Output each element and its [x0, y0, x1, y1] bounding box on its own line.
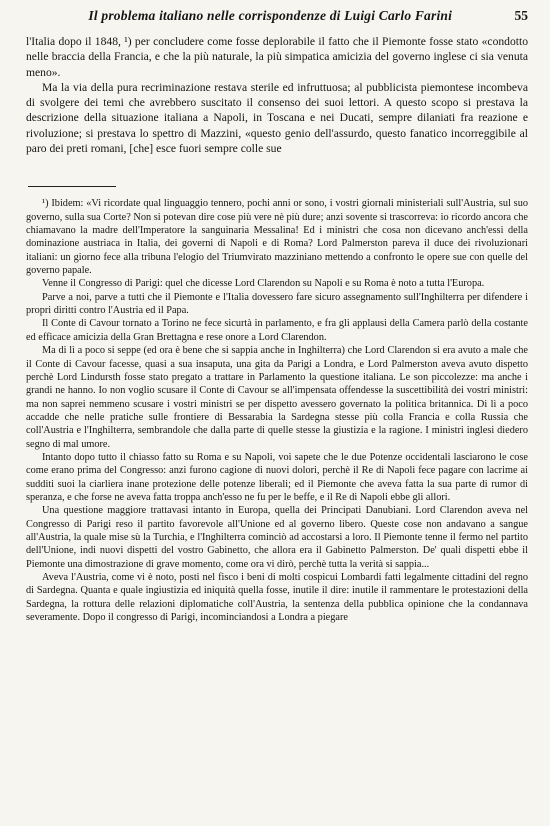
footnote-paragraph: Una questione maggiore trattavasi intanto in Europa, quella dei Principati Danubiani. Lord Clarendon aveva nel Congresso di Parigi reso il partito favorevole all'Unione ed al governo libero. Queste cose non andavano a sangue all'Austria, la quale mise sù la Turchia, e l'Inghilterra cominciò ad accostarsi a loro. Il Piemonte tenne il fermo nel partito dell'Unione, indi nuovi dispetti del vostro Gabinetto, che allora era il Gabinetto Palmerston. De' quali dispetti ebbe il Piemonte una dimostrazione di grave momento, come ora vi dirò, perchè tutta la verità si sappia...: [26, 505, 528, 570]
body-paragraph: l'Italia dopo il 1848, ¹) per concludere come fosse deplorabile il fatto che il Piemonte fosse stato «condotto nelle braccia della Francia, e che la più naturale, la più simpatica amicizia del governo inglese ci sia venuta meno».: [26, 35, 528, 79]
main-text: [26, 34, 528, 156]
running-title: Il problema italiano nelle corrispondenze di Luigi Carlo Farini: [88, 8, 453, 23]
footnote-rule: [28, 186, 116, 187]
body-paragraph: Ma la via della pura recriminazione restava sterile ed infruttuosa; al pubblicista piemontese incombeva di svolgere dei temi che avrebbero suscitato il consenso dei suoi lettori. A questo scopo si prestava la descrizione della situazione italiana a Napoli, in Toscana e nei Ducati, sempre dilaniati fra reazione e rivoluzione; si prestava lo spettro di Mazzini, «questo genio dell'assurdo, questo fanatico incorreggibile al paro dei preti romani, [che] esce fuori sempre colle sue: [26, 80, 528, 156]
footnote-paragraph: Venne il Congresso di Parigi: quel che dicesse Lord Clarendon su Napoli e su Roma è noto a tutta l'Europa.: [42, 278, 485, 290]
footnote-paragraph: Il Conte di Cavour tornato a Torino ne fece sicurtà in parlamento, e fra gli applausi della Camera parlò della costante ed efficace amicizia della Gran Brettagna e rese onore a Lord Clarendon.: [26, 318, 528, 343]
footnote-paragraph: Ma di lì a poco si seppe (ed ora è bene che si sappia anche in Inghilterra) che Lord Clarendon si era avuto a male che il Conte di Cavour facesse, quasi a sua insaputa, una gita da Parigi a Londra, e Lord Palmerston aveva avuto dispetto perchè Lord Lindursth fosse stato pregato a trattare in Parlamento la questione italiana. Le son piccolezze: ma anche i grandi ne hanno. Io non voglio scusare il Conte di Cavour se all'impensata offendesse la suscettibilità dei vostri ministri: ma non saprei nemmeno scusare i vostri ministri se per dispetto avessero governato la politica britannica. Di lì a poco accadde che nelle pratiche sulle frontiere di Bessarabia la Sardegna stesse più colla Francia e colla Russia che coll'Austria e l'Inghilterra, sembrandole che dalla parte di quelle stesse la giustizia e la ragione. I ministri inglesi diedero segno di mal umore.: [26, 345, 528, 450]
footnote-paragraph: Parve a noi, parve a tutti che il Piemonte e l'Italia dovessero fare sicuro assegnamento sull'Inghilterra per difendere i propri diritti contro l'Austria ed il Papa.: [26, 291, 528, 317]
page-number: 55: [514, 8, 528, 23]
footnote-paragraph: Intanto dopo tutto il chiasso fatto su Roma e su Napoli, voi sapete che le due Potenze occidentali lasciarono le cose come erano prima del Congresso: anzi furono cagione di nuovi dolori, perchè il Re di Napoli fece pagare con lacrime ai sudditi suoi la ciarliera inane protezione delle potenze liberali; ed il Piemonte che aveva fatta la sua parte di rumor di speranza, e che forse ne aveva fatta troppa anch'esso ne fu per le beffe, e il Re di Napoli ebbe gli allori.: [26, 451, 528, 503]
footnote-paragraph: ¹) Ibidem: «Vi ricordate qual linguaggio tennero, pochi anni or sono, i vostri giornali ministeriali sull'Austria, sul suo governo, sulla sua Corte? Non si potevan dire cose più vere nè più dure; anzi sovente si trascorreva: io ricordo ancora che chiamavano la madre dell'Imperatore la sanguinaria Messalina! Ed i ministri che cosa non dicevano anch'essi della dominazione austriaca in Italia, dei governi di Napoli e di Roma? Lord Palmerston pareva il duce dei rivoluzionari italiani: un giorno fece alla tribuna l'elogio del Triumvirato mazziniano mettendo a confronto le opere sue con quelle del governo papale.: [26, 198, 528, 277]
footnote-paragraph: Aveva l'Austria, come vi è noto, posti nel fisco i beni di molti cospicui Lombardi fatti legalmente cittadini del regno di Sardegna. Quanta e quale ingiustizia ed iniquità quella fosse, inutile il dire: inutile il rammentare le protestazioni della Sardegna, la rottura delle relazioni diplomatiche coll'Austria, la sentenza della pubblica opinione che la condannava severamente. Dopo il congresso di Parigi, incominciandosi a Londra a piegare: [26, 572, 528, 624]
running-header: [26, 8, 528, 34]
footnote: [26, 197, 528, 624]
